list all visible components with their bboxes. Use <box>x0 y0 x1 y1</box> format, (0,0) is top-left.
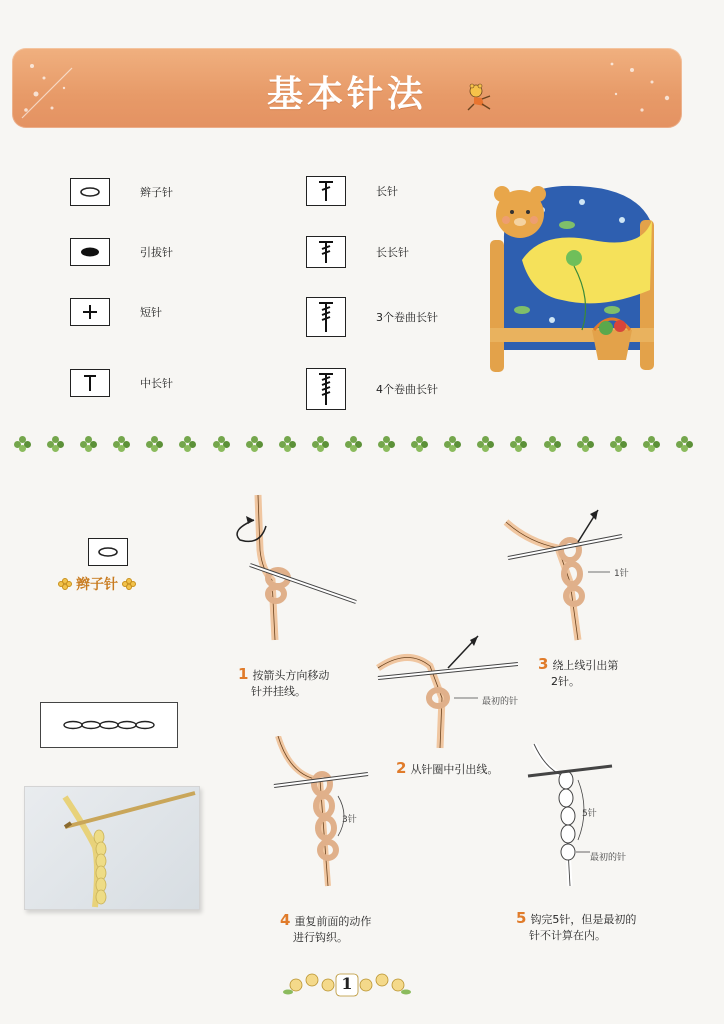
chain-symbol-icon <box>70 178 110 206</box>
step-line: 按箭头方向移动 <box>252 669 330 682</box>
step5-text <box>516 910 636 944</box>
clover-icon <box>345 436 363 452</box>
legend-label: 引拔针 <box>140 246 173 259</box>
clover-icon <box>676 436 694 452</box>
step5-diagram <box>526 740 618 890</box>
legend-row-half-double <box>70 369 173 397</box>
step2-text <box>396 760 498 778</box>
legend-row-double <box>306 176 398 206</box>
five-stitches-note: 5针 <box>582 809 597 819</box>
chain-chart-diagram <box>41 703 177 747</box>
chain-stitch-symbol-icon <box>88 538 128 566</box>
legend-row-single <box>70 298 162 326</box>
step-line: 进行钩织。 <box>293 931 348 944</box>
section-title <box>58 574 136 594</box>
clover-icon <box>80 436 98 452</box>
legend-row-slip <box>70 238 173 266</box>
first-stitch-note: 最初的针 <box>590 853 627 863</box>
legend-label: 辫子针 <box>140 186 173 199</box>
bear-on-bench-illustration <box>482 180 662 380</box>
step4-text <box>280 912 371 946</box>
one-stitch-note: 1针 <box>614 569 629 579</box>
page-number-badge <box>282 968 412 1002</box>
crochet-photo <box>24 786 200 910</box>
triple-treble-symbol-icon <box>306 297 346 337</box>
title-banner <box>12 48 682 128</box>
double-crochet-symbol-icon <box>306 176 346 206</box>
step-line: 针并挂线。 <box>251 685 306 698</box>
step1-diagram <box>220 490 360 650</box>
step-line: 绕上线引出第 <box>552 659 619 672</box>
clover-icon <box>477 436 495 452</box>
clover-icon <box>213 436 231 452</box>
clover-icon <box>411 436 429 452</box>
clover-icon <box>146 436 164 452</box>
clover-icon <box>14 436 32 452</box>
legend-row-triple-treble <box>306 297 438 337</box>
page-number: 1 <box>341 974 353 993</box>
step-number: 4 <box>280 911 291 929</box>
legend-label: 3个卷曲长针 <box>376 311 438 324</box>
legend-row-chain <box>70 178 173 206</box>
single-crochet-symbol-icon <box>70 298 110 326</box>
legend-row-quad-treble <box>306 368 438 410</box>
clover-icon <box>444 436 462 452</box>
clover-divider <box>14 434 694 454</box>
running-bear-icon <box>462 82 496 114</box>
step-line: 钩完5针，但是最初的 <box>530 913 637 926</box>
step-line: 从针圈中引出线。 <box>410 763 499 776</box>
legend-label: 4个卷曲长针 <box>376 383 438 396</box>
treble-crochet-symbol-icon <box>306 236 346 268</box>
clover-icon <box>312 436 330 452</box>
step-number: 2 <box>396 759 407 777</box>
step2-diagram <box>368 628 518 758</box>
slip-stitch-symbol-icon <box>70 238 110 266</box>
step-number: 5 <box>516 909 527 927</box>
step1-text <box>238 666 329 700</box>
step-number: 3 <box>538 655 549 673</box>
clover-icon <box>544 436 562 452</box>
chain-chart <box>40 702 178 748</box>
clover-icon <box>643 436 661 452</box>
step3-diagram <box>498 502 628 642</box>
step-line: 2针。 <box>551 675 580 688</box>
quad-treble-symbol-icon <box>306 368 346 410</box>
clover-icon <box>378 436 396 452</box>
step3-text <box>538 656 618 690</box>
clover-icon <box>577 436 595 452</box>
step-number: 1 <box>238 665 249 683</box>
first-stitch-note: 最初的针 <box>482 697 519 707</box>
clover-icon <box>246 436 264 452</box>
legend-label: 长针 <box>376 185 398 198</box>
flower-icon <box>122 578 136 590</box>
page-title: 基本针法 <box>266 74 427 115</box>
step-line: 重复前面的动作 <box>294 915 372 928</box>
clover-icon <box>279 436 297 452</box>
step-line: 针不计算在内。 <box>529 929 606 942</box>
legend-label: 中长针 <box>140 377 173 390</box>
clover-icon <box>610 436 628 452</box>
clover-icon <box>47 436 65 452</box>
clover-icon <box>113 436 131 452</box>
half-double-crochet-symbol-icon <box>70 369 110 397</box>
flower-icon <box>58 578 72 590</box>
legend-label: 短针 <box>140 306 162 319</box>
clover-icon <box>510 436 528 452</box>
three-stitches-note: 3针 <box>342 815 357 825</box>
clover-icon <box>179 436 197 452</box>
legend-row-treble <box>306 236 409 268</box>
section-title-text: 辫子针 <box>76 577 118 593</box>
legend-label: 长长针 <box>376 246 409 259</box>
